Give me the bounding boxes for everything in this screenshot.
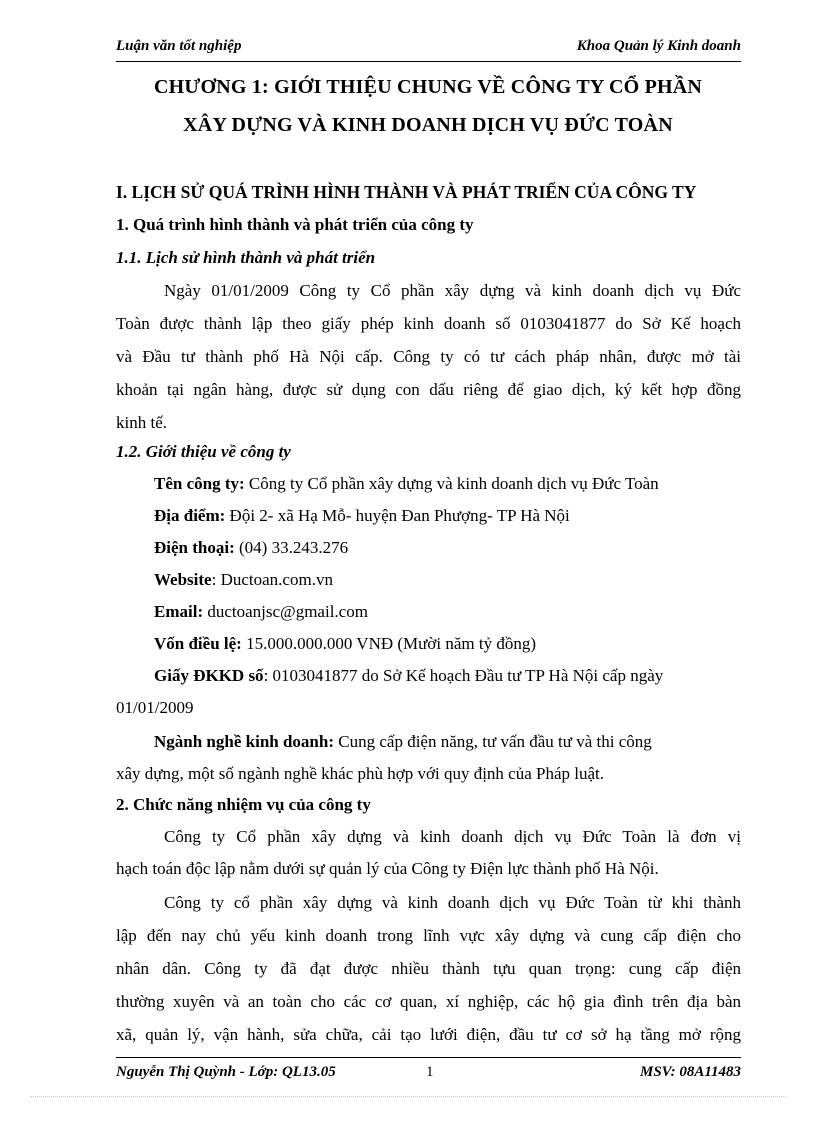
section-1-heading: I. LỊCH SỬ QUÁ TRÌNH HÌNH THÀNH VÀ PHÁT TRIỂN CỦA CÔNG TY — [116, 182, 697, 202]
address-row — [154, 506, 570, 526]
paragraph-history-line: và Đầu tư thành phố Hà Nội cấp. Công ty có tư cách pháp nhân, được mở tài — [116, 347, 741, 366]
company-name-value: Công ty Cổ phần xây dựng và kinh doanh dịch vụ Đức Toàn — [244, 474, 659, 493]
paragraph-achievement-line: thường xuyên và an toàn cho các cơ quan, xí nghiệp, các hộ gia đình trên địa bàn — [116, 992, 741, 1011]
paragraph-history-line: kinh tế. — [116, 413, 167, 432]
business-value: Cung cấp điện năng, tư vấn đầu tư và thi công — [334, 732, 652, 751]
subsection-1-1-heading: 1.1. Lịch sử hình thành và phát triển — [116, 248, 376, 267]
chapter-title-line-2: XÂY DỰNG VÀ KINH DOANH DỊCH VỤ ĐỨC TOÀN — [183, 114, 673, 136]
business-label: Ngành nghề kinh doanh: — [154, 732, 335, 751]
license-value: : 0103041877 do Sở Kế hoạch Đầu tư TP Hà Nội cấp ngày — [263, 666, 664, 685]
paragraph-function-line: hạch toán độc lập nằm dưới sự quản lý của Công ty Điện lực thành phố Hà Nội. — [116, 859, 659, 878]
email-value: ductoanjsc@gmail.com — [203, 602, 368, 621]
phone-row — [154, 538, 348, 558]
paragraph-achievement-line: lập đến nay chủ yếu kinh doanh trong lĩnh vực xây dựng và cung cấp điện cho — [116, 926, 741, 945]
capital-label: Vốn điều lệ: — [154, 634, 242, 653]
address-value: Đội 2- xã Hạ Mỗ- huyện Đan Phượng- TP Hà Nội — [225, 506, 570, 525]
business-continuation: xây dựng, một số ngành nghề khác phù hợp với quy định của Pháp luật. — [116, 764, 605, 783]
paragraph-history-line: khoản tại ngân hàng, được sử dụng con dấu riêng để giao dịch, ký kết hợp đồng — [116, 380, 741, 399]
page-header — [116, 38, 741, 60]
header-right: Khoa Quản lý Kinh doanh — [576, 38, 741, 54]
footer-student-id: MSV: 08A11483 — [640, 1064, 741, 1080]
page-bottom-dotted-border — [30, 1096, 786, 1097]
footer-divider — [116, 1057, 741, 1058]
header-left: Luận văn tốt nghiệp — [116, 38, 242, 54]
footer-author: Nguyễn Thị Quỳnh - Lớp: QL13.05 — [116, 1064, 336, 1080]
section-2-heading: 2. Chức năng nhiệm vụ của công ty — [116, 795, 371, 814]
website-label: Website — [154, 570, 212, 589]
subsection-1-2-heading: 1.2. Giới thiệu về công ty — [116, 442, 291, 461]
company-name-row — [154, 474, 659, 494]
chapter-title-line-1: CHƯƠNG 1: GIỚI THIỆU CHUNG VỀ CÔNG TY CỔ PHẦN — [153, 76, 703, 98]
email-row — [154, 602, 368, 622]
paragraph-history-line: Toàn được thành lập theo giấy phép kinh doanh số 0103041877 do Sở Kế hoạch — [116, 314, 741, 333]
paragraph-achievement-line: Công ty cổ phần xây dựng và kinh doanh dịch vụ Đức Toàn từ khi thành — [164, 893, 741, 912]
license-row — [154, 666, 663, 686]
address-label: Địa điểm: — [154, 506, 226, 525]
phone-label: Điện thoại: — [154, 538, 235, 557]
subsection-1-heading: 1. Quá trình hình thành và phát triển của công ty — [116, 215, 474, 234]
email-label: Email: — [154, 602, 204, 621]
company-name-label: Tên công ty: — [154, 474, 245, 493]
capital-row — [154, 634, 536, 654]
business-row — [154, 732, 652, 752]
license-date: 01/01/2009 — [116, 698, 194, 717]
license-label: Giấy ĐKKD số — [154, 666, 264, 685]
website-row — [154, 570, 333, 590]
paragraph-achievement-line: xã, quản lý, vận hành, sửa chữa, cải tạo lưới điện, đầu tư cơ sở hạ tầng mở rộng — [116, 1025, 741, 1044]
paragraph-achievement-line: nhân dân. Công ty đã đạt được nhiều thành tựu quan trọng: cung cấp điện — [116, 959, 741, 978]
capital-value: 15.000.000.000 VNĐ (Mười năm tỷ đồng) — [241, 634, 536, 653]
website-value: : Ductoan.com.vn — [211, 570, 333, 589]
phone-value: (04) 33.243.276 — [234, 538, 349, 557]
page-number: 1 — [426, 1064, 434, 1080]
header-divider — [116, 61, 741, 62]
paragraph-history-line: Ngày 01/01/2009 Công ty Cổ phần xây dựng và kinh doanh dịch vụ Đức — [164, 281, 741, 300]
paragraph-function-line: Công ty Cổ phần xây dựng và kinh doanh dịch vụ Đức Toàn là đơn vị — [164, 827, 741, 846]
